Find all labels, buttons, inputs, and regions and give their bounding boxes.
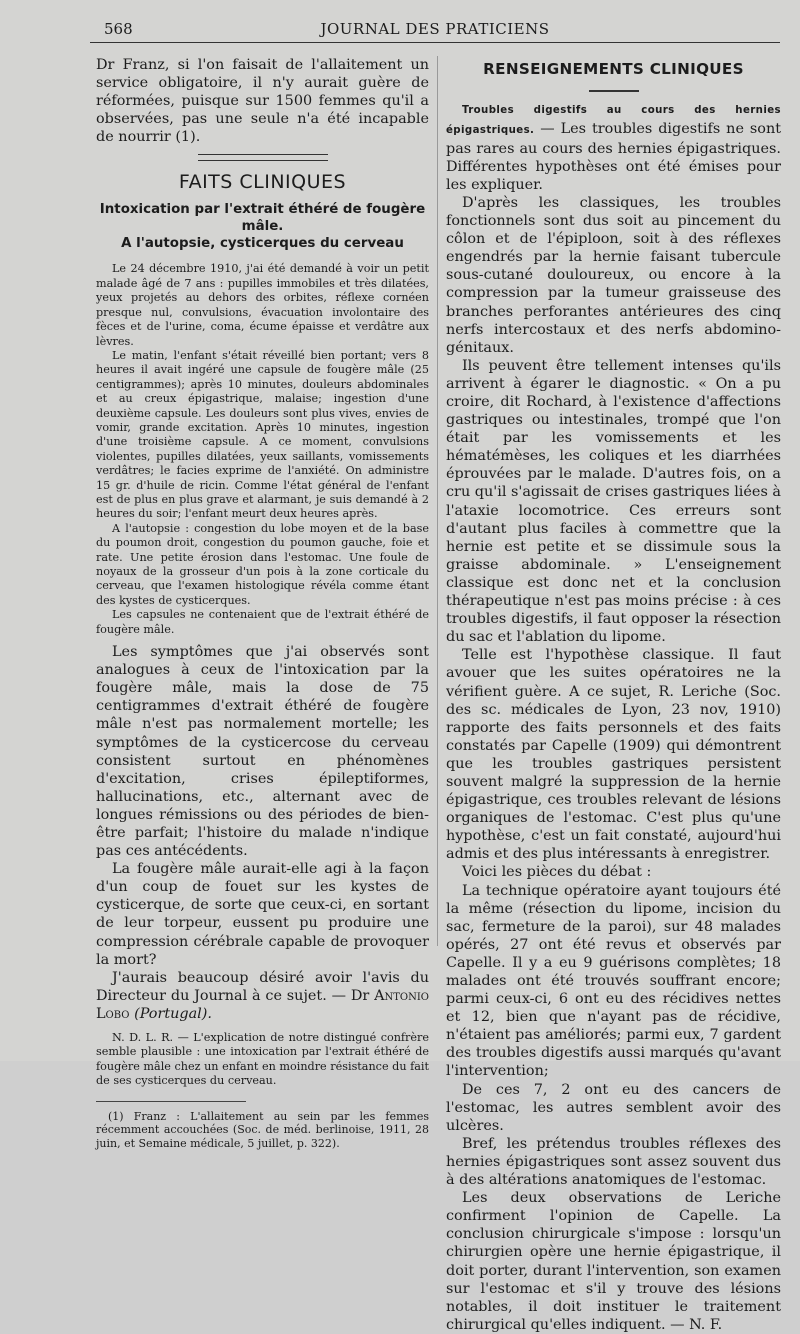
case-paragraph-4: Les capsules ne contenaient que de l'extrait éthéré de fougère mâle. — [96, 608, 429, 636]
signoff: — N. F. — [670, 1316, 723, 1333]
right-paragraph-6: De ces 7, 2 ont eu des cancers de l'estomac, les autres semblent avoir des ulcères. — [446, 1081, 781, 1134]
section-rule-short — [589, 90, 639, 92]
article-title-line-2: A l'autopsie, cysticerques du cerveau — [121, 236, 404, 252]
discussion-paragraph-1: Les symptômes que j'ai observés sont analogues à ceux de l'intoxication par la fougère mâle, mais la dose de 75 centigrammes d'extrait éthéré de fougère mâle n'est pas normalement mortelle; les symptômes de la cysticercose du cerveau consistent surtout en phénomènes d'excitation, crises épileptiformes, hallucinations, etc., alternant avec de longues rémissions ou des périodes de bien-être parfait; l'histoire du malade n'indique pas ces antécédents. — [96, 644, 429, 860]
signature-author: Antonio Lobo — [96, 987, 429, 1022]
running-title: JOURNAL DES PRATICIENS — [320, 20, 550, 38]
section-title-faits-cliniques: FAITS CLINIQUES — [178, 171, 347, 194]
editor-note: N. D. L. R. — L'explication de notre distingué confrère semble plausible : une intoxication par l'extrait éthéré de fougère mâle chez un enfant en moindre résistance du fait de ses cysticerques du cerveau. — [96, 1031, 429, 1088]
lead-paragraph — [446, 100, 781, 194]
conclusion-text: Les deux observations de Leriche confirment l'opinion de Capelle. La conclusion chirurgicale s'impose : lorsqu'un chirurgien opère une hernie épigastrique, il doit porter, durant l'intervention, son examen sur l'estomac et s'il y trouve des lésions notables, il doit instituer le traitement chirurgical qu'elles indiquent. — [446, 1190, 781, 1333]
intro-paragraph: Dr Franz, si l'on faisait de l'allaitement un service obligatoire, il n'y aurait guère de réformées, puisque sur 1500 femmes qu'il a observées, pas une seule n'a été incapable de nourrir (1). — [96, 57, 429, 146]
footnote: (1) Franz : L'allaitement au sein par les femmes récemment accouchées (Soc. de méd. berlinoise, 1911, 28 juin, et Semaine médicale, 5 juillet, p. 322). — [96, 1109, 429, 1150]
right-paragraph-4: Voici les pièces du débat : — [462, 864, 652, 881]
section-rule — [198, 154, 328, 161]
left-column — [96, 56, 429, 1150]
lead-title: Troubles digestifs au cours des hernies épigastriques. — [446, 104, 781, 136]
signature-prefix: — Dr — [331, 987, 375, 1004]
right-paragraph-3: Telle est l'hypothèse classique. Il faut avouer que les suites opératoires ne la vérifient guère. A ce sujet, R. Leriche (Soc. des sc. médicales de Lyon, 23 nov, 1910) rapporte des faits personnels et des faits constatés par Capelle (1909) qui démontrent que les troubles gastriques persistent souvent malgré la suppression de la hernie épigastrique, ces troubles relevant de lésions organiques de l'estomac. C'est plus qu'une hypothèse, c'est un fait constaté, aujourd'hui admis et des plus intéressants à enregistrer. — [446, 647, 781, 863]
column-divider — [437, 56, 438, 946]
discussion-text: J'aurais beaucoup désiré avoir l'avis du Directeur du Journal à ce sujet. — [96, 969, 429, 1004]
right-paragraph-7: Bref, les prétendus troubles réflexes des hernies épigastriques sont assez souvent dus à des altérations anatomiques de l'estomac. — [446, 1135, 781, 1189]
case-paragraph-1: Le 24 décembre 1910, j'ai été demandé à voir un petit malade âgé de 7 ans : pupilles immobiles et très dilatées, yeux projetés au dehors des orbites, réflexe cornéen presque nul, convulsions, évacuation involontaire des fèces et de l'urine, coma, écume épaisse et verdâtre aux lèvres. — [96, 262, 429, 348]
article-title — [96, 201, 429, 252]
right-column — [446, 56, 781, 1334]
right-paragraph-2: Ils peuvent être tellement intenses qu'ils arrivent à égarer le diagnostic. « On a pu croire, dit Rochard, à l'existence d'affections gastriques ou intestinales, trompé que l'on était par les vomissements et les hématémèses, les coliques et les diarrhées éprouvées par le malade. D'autres fois, on a cru qu'il s'agissait de crises gastriques liées à l'ataxie locomotrice. Ces erreurs sont d'autant plus faciles à commettre que la hernie est petite et se dissimule sous la graisse abdominale. » L'enseignement classique est donc net et la conclusion thérapeutique n'est pas moins précise : à ces troubles digestifs, il faut opposer la résection du sac et l'ablation du lipome. — [446, 357, 781, 646]
discussion-paragraph-2: La fougère mâle aurait-elle agi à la façon d'un coup de fouet sur les kystes de cysticerque, de sorte que ceux-ci, en sortant de leur torpeur, eussent pu produire une compression cérébrale capable de provoquer la mort? — [96, 861, 429, 968]
section-title-renseignements: RENSEIGNEMENTS CLINIQUES — [483, 60, 744, 78]
footnote-rule — [96, 1101, 246, 1102]
case-paragraph-2: Le matin, l'enfant s'était réveillé bien portant; vers 8 heures il avait ingéré une capsule de fougère mâle (25 centigrammes); après 10 minutes, douleurs abdominales et au creux épigastrique, malaise; ingestion d'une deuxième capsule. Les douleurs sont plus vives, envies de vomir, grande excitation. Après 10 minutes, ingestion d'une troisième capsule. A ce moment, convulsions violentes, pupilles dilatées, yeux saillants, vomissements verdâtres; le facies exprime de l'anxiété. On administre 15 gr. d'huile de ricin. Comme l'état général de l'enfant est de plus en plus grave et alarmant, je suis demandé à 2 heures du soir; l'enfant meurt deux heures après. — [96, 348, 429, 521]
page-header — [90, 14, 780, 43]
right-paragraph-8 — [446, 1189, 781, 1334]
page-number: 568 — [104, 20, 133, 38]
right-paragraph-5: La technique opératoire ayant toujours été la même (résection du lipome, incision du sac, fermeture de la paroi), sur 48 malades opérés, 27 ont été revus et observés par Capelle. Il y a eu 9 guérisons complètes; 18 malades ont été trouvés souffrant encore; parmi ceux-ci, 6 ont eu des récidives nettes et 12, bien que n'ayant pas de récidive, n'étaient pas améliorés; parmi eux, 7 gardent des troubles digestifs aussi marqués qu'avant l'intervention; — [446, 882, 781, 1080]
right-paragraph-1: D'après les classiques, les troubles fonctionnels sont dus soit au pincement du côlon et de l'épiploon, soit à des réflexes engendrés par la hernie faisant tubercule sous-cutané douloureux, ou encore à la compression par la tumeur graisseuse des branches perforantes antérieures des cinq nerfs intercostaux et des nerfs abdomino-génitaux. — [446, 194, 781, 356]
discussion-paragraph-3 — [96, 969, 429, 1023]
signature-country: (Portugal). — [134, 1005, 212, 1022]
lead-text: — Les troubles digestifs ne sont pas rares au cours des hernies épigastriques. Différentes hypothèses ont été émises pour les expliquer. — [446, 120, 781, 193]
article-title-line-1: Intoxication par l'extrait éthéré de fougère mâle. — [99, 202, 426, 235]
case-paragraph-3: A l'autopsie : congestion du lobe moyen et de la base du poumon droit, congestion du poumon gauche, foie et rate. Une petite érosion dans l'estomac. Une foule de noyaux de la grosseur d'un pois à la zone corticale du cerveau, que l'examen histologique révéla comme étant des kystes de cysticerques. — [96, 521, 429, 607]
